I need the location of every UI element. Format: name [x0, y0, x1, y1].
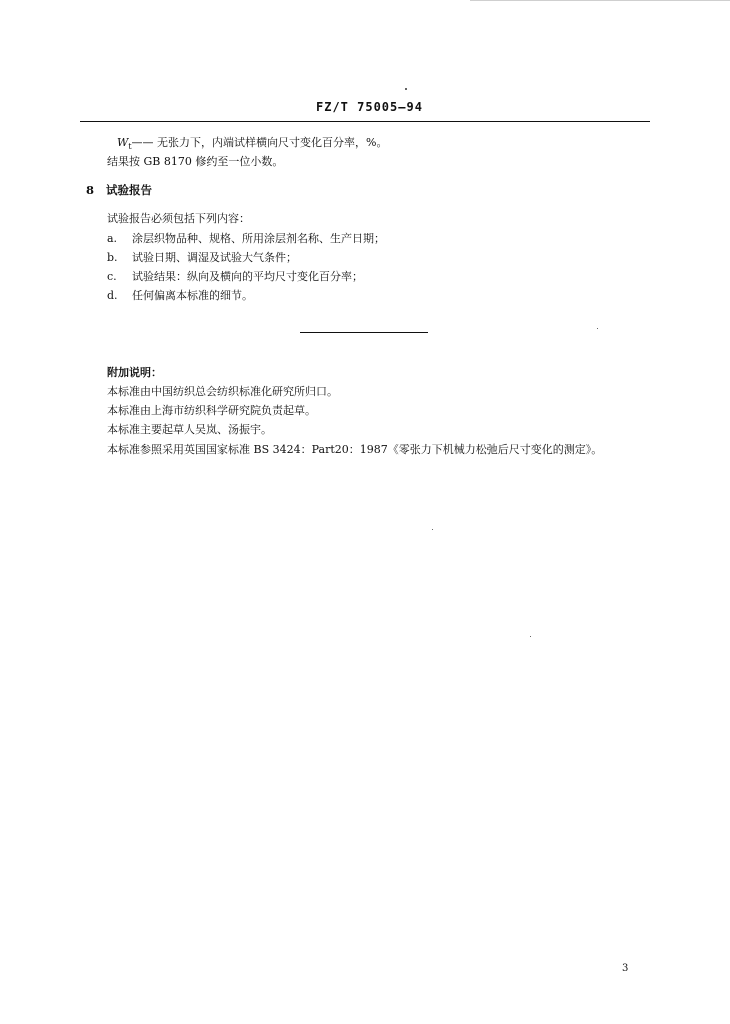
report-intro-text: 试验报告必须包括下列内容：	[107, 212, 250, 225]
list-item-text: 涂层织物品种、规格、所用涂层剂名称、生产日期；	[132, 232, 385, 245]
scan-speck	[597, 328, 598, 329]
note-line: 本标准由上海市纺织科学研究院负责起草。	[107, 404, 316, 417]
section-8-heading	[86, 182, 152, 198]
note-line: 本标准参照采用英国国家标准 BS 3424：Part20：1987《零张力下机械力松弛后尺寸变化的测定》。	[107, 443, 603, 456]
list-item	[107, 232, 385, 246]
list-item-text: 试验日期、调湿及试验大气条件；	[132, 251, 297, 264]
list-item-marker: a.	[107, 232, 118, 245]
list-item-marker: c.	[107, 270, 117, 283]
formula-variable: W	[117, 136, 129, 149]
list-item-text: 试验结果：纵向及横向的平均尺寸变化百分率；	[132, 270, 363, 283]
section-number: 8	[86, 183, 95, 197]
page-number: 3	[622, 963, 629, 974]
scan-speck	[432, 529, 433, 530]
formula-definition-line	[117, 136, 387, 154]
scan-speck	[405, 88, 407, 90]
list-item	[107, 251, 297, 265]
formula-definition-text: —— 无张力下，内端试样横向尺寸变化百分率，%。	[131, 136, 388, 149]
scan-speck	[530, 636, 531, 637]
list-item	[107, 289, 253, 303]
standard-number-header: FZ/T 75005—94	[316, 100, 423, 114]
list-item-marker: b.	[107, 251, 118, 264]
end-of-text-rule	[300, 332, 428, 333]
notes-title: 附加说明：	[107, 366, 162, 379]
note-line: 本标准主要起草人吴岚、汤振宇。	[107, 423, 272, 436]
rounding-rule-text: 结果按 GB 8170 修约至一位小数。	[107, 155, 284, 168]
formula-subscript: t	[128, 142, 132, 152]
list-item	[107, 270, 363, 284]
list-item-text: 任何偏离本标准的细节。	[132, 289, 253, 302]
note-line: 本标准由中国纺织总会纺织标准化研究所归口。	[107, 385, 338, 398]
header-rule	[80, 121, 650, 122]
section-title: 试验报告	[106, 183, 153, 197]
scan-edge-line	[470, 0, 730, 1]
list-item-marker: d.	[107, 289, 118, 302]
